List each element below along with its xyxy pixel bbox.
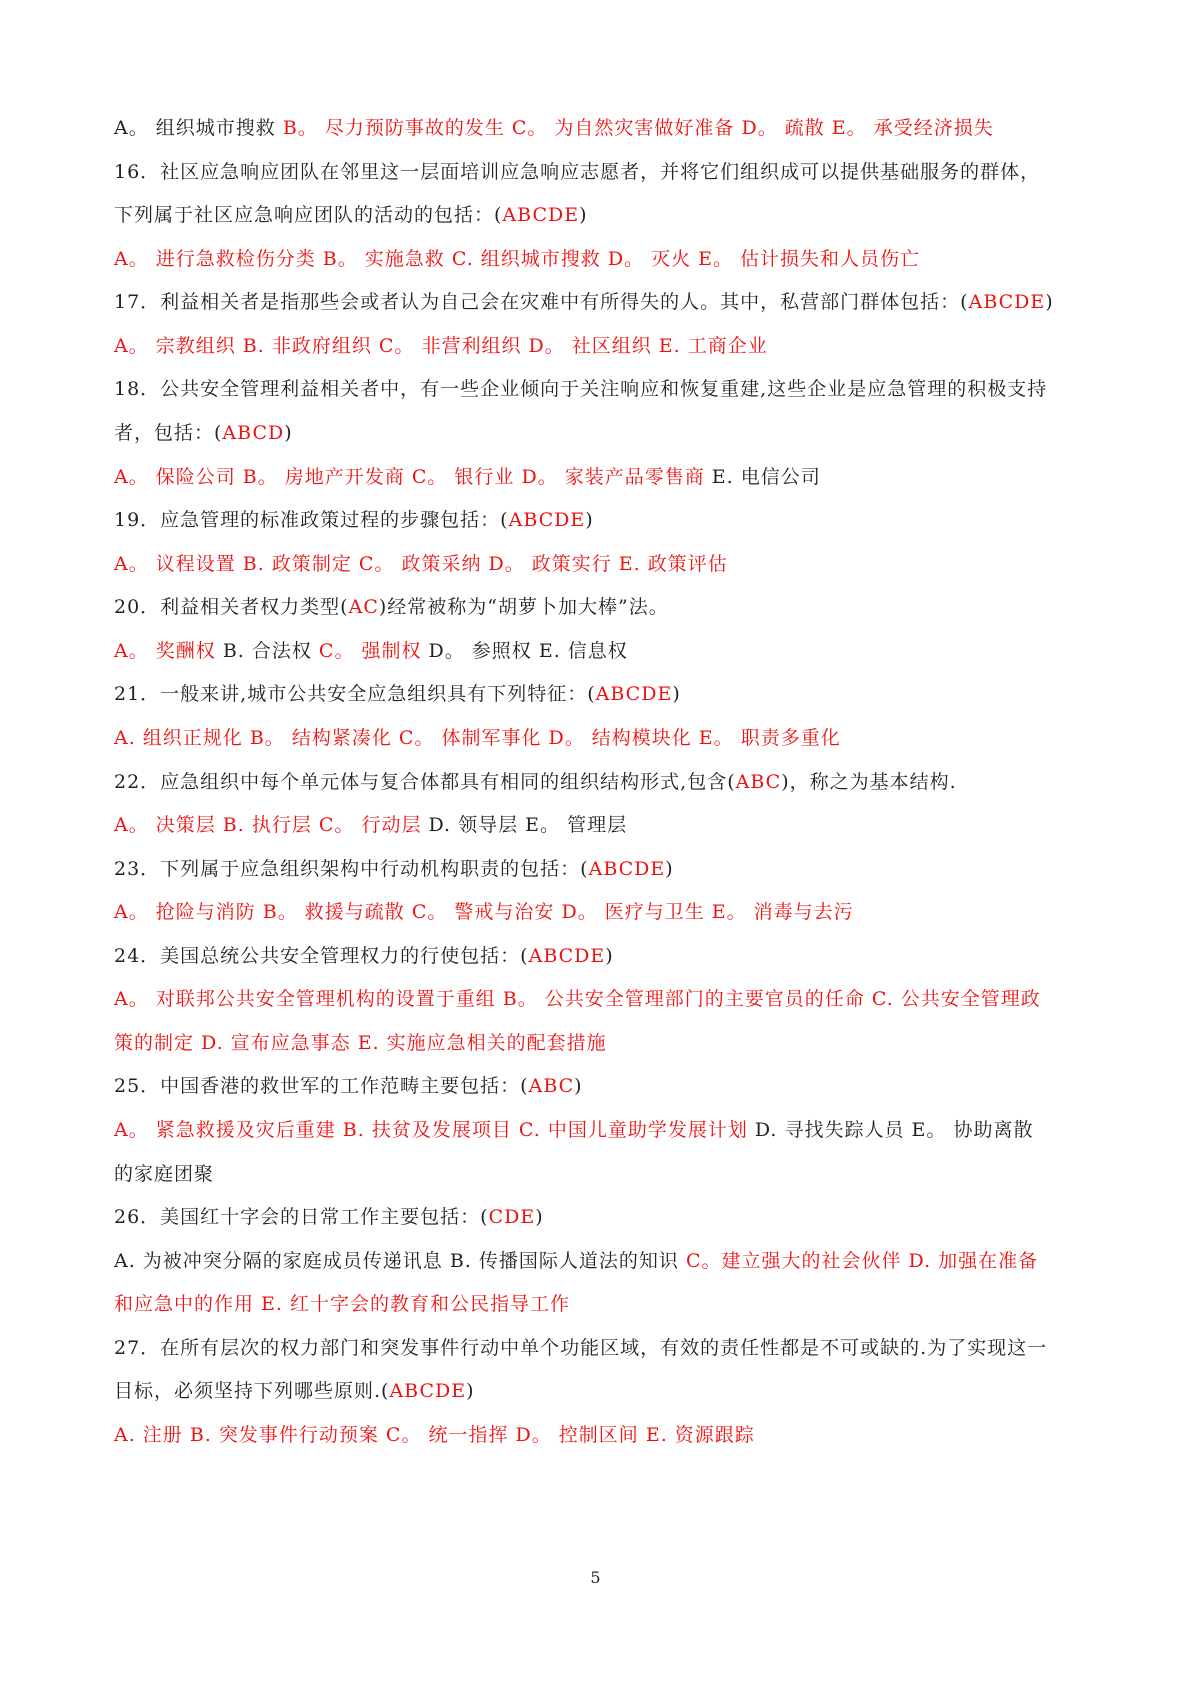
answer-text: C。建立强大的社会伙伴 D. 加强在准备 [685, 1250, 1039, 1272]
question-text: ) [1045, 291, 1054, 313]
text-line [114, 1029, 1094, 1057]
answer-text: AC [348, 596, 379, 618]
answer-text: A. 组织正规化 B。 结构紧凑化 C。 体制军事化 D。 结构模块化 E。 职责多重化 [114, 727, 841, 749]
answer-text: A. 注册 B. 突发事件行动预案 C。 统一指挥 D。 控制区间 E. 资源跟踪 [114, 1424, 755, 1446]
question-text: ) [574, 1075, 583, 1097]
answer-text: ABCDE [389, 1380, 467, 1402]
text-line [114, 942, 1094, 970]
text-line [114, 1421, 1094, 1449]
answer-text: A。 奖酬权 [114, 640, 223, 662]
question-text: 23．下列属于应急组织架构中行动机构职责的包括：( [114, 858, 589, 880]
question-text: 21．一般来讲,城市公共安全应急组织具有下列特征：( [114, 683, 596, 705]
question-text: 17．利益相关者是指那些会或者认为自己会在灾难中有所得失的人。其中，私营部门群体包括：( [114, 291, 969, 313]
text-line [114, 637, 1094, 665]
answer-text: A。 紧急救援及灾后重建 B. 扶贫及发展项目 C. 中国儿童助学发展计划 [114, 1119, 755, 1141]
answer-text: ABCDE [968, 291, 1046, 313]
answer-text: ABC [528, 1075, 575, 1097]
text-line [114, 463, 1094, 491]
answer-text: C。 强制权 [318, 640, 429, 662]
text-line [114, 1377, 1094, 1405]
question-text: ) [535, 1206, 544, 1228]
page-number: 5 [590, 1568, 601, 1587]
question-text: 26．美国红十字会的日常工作主要包括：( [114, 1206, 489, 1228]
question-text: A。 组织城市搜救 [114, 117, 283, 139]
question-text: 24．美国总统公共安全管理权力的行使包括：( [114, 945, 529, 967]
question-text: 22．应急组织中每个单元体与复合体都具有相同的组织结构形式,包含( [114, 771, 736, 793]
answer-text: 和应急中的作用 E. 红十字会的教育和公民指导工作 [114, 1293, 570, 1315]
text-line [114, 1160, 1094, 1188]
question-text: ) [585, 509, 594, 531]
text-line [114, 550, 1094, 578]
text-line [114, 1203, 1094, 1231]
text-line [114, 114, 1094, 142]
question-text: ) [665, 858, 674, 880]
answer-text: CDE [488, 1206, 536, 1228]
answer-text: B。 尽力预防事故的发生 C。 为自然灾害做好准备 D。 疏散 E。 承受经济损失 [282, 117, 994, 139]
question-text: 16．社区应急响应团队在邻里这一层面培训应急响应志愿者，并将它们组织成可以提供基础服务的群体， [114, 161, 1041, 183]
question-text: ) [579, 204, 588, 226]
answer-text: A。 保险公司 B。 房地产开发商 C。 银行业 D。 家装产品零售商 [114, 466, 712, 488]
answer-text: ABCDE [508, 509, 586, 531]
text-line [114, 506, 1094, 534]
question-text: 25．中国香港的救世军的工作范畴主要包括：( [114, 1075, 529, 1097]
question-text: ) [605, 945, 614, 967]
text-line [114, 1116, 1094, 1144]
text-line [114, 1247, 1094, 1275]
text-line [114, 288, 1094, 316]
question-text: 18．公共安全管理利益相关者中，有一些企业倾向于关注响应和恢复重建,这些企业是应急管理的积极支持 [114, 378, 1048, 400]
question-text: ) [284, 422, 293, 444]
answer-text: A。 宗教组织 B. 非政府组织 C。 非营利组织 D。 社区组织 E. 工商企业 [114, 335, 768, 357]
question-text: ) [466, 1380, 475, 1402]
text-line [114, 332, 1094, 360]
question-text: A. 为被冲突分隔的家庭成员传递讯息 B. 传播国际人道法的知识 [114, 1250, 686, 1272]
question-text: 下列属于社区应急响应团队的活动的包括：( [114, 204, 503, 226]
question-text: D. 领导层 E。 管理层 [428, 814, 628, 836]
text-line [114, 1072, 1094, 1100]
text-line [114, 419, 1094, 447]
question-text: 19．应急管理的标准政策过程的步骤包括：( [114, 509, 509, 531]
question-text: 目标，必须坚持下列哪些原则.( [114, 1380, 390, 1402]
question-text: 20．利益相关者权力类型( [114, 596, 349, 618]
text-line [114, 898, 1094, 926]
question-text: E. 电信公司 [711, 466, 821, 488]
text-line [114, 855, 1094, 883]
text-line [114, 811, 1094, 839]
text-line [114, 724, 1094, 752]
answer-text: A。 进行急救检伤分类 B。 实施急救 C. 组织城市搜救 D。 灭火 E。 估计损失和人员伤亡 [114, 248, 921, 270]
text-line [114, 158, 1094, 186]
question-text: )经常被称为“胡萝卜加大棒”法。 [378, 596, 669, 618]
text-line [114, 245, 1094, 273]
text-line [114, 985, 1094, 1013]
question-text: D. 寻找失踪人员 E。 协助离散 [754, 1119, 1034, 1141]
question-text: D。 参照权 E. 信息权 [428, 640, 628, 662]
answer-text: A。 议程设置 B. 政策制定 C。 政策采纳 D。 政策实行 E. 政策评估 [114, 553, 728, 575]
answer-text: 策的制定 D. 宣布应急事态 E. 实施应急相关的配套措施 [114, 1032, 607, 1054]
text-line [114, 375, 1094, 403]
answer-text: A。 抢险与消防 B。 救援与疏散 C。 警戒与治安 D。 医疗与卫生 E。 消毒与去污 [114, 901, 854, 923]
text-line [114, 1290, 1094, 1318]
text-line [114, 593, 1094, 621]
answer-text: ABCDE [588, 858, 666, 880]
text-line [114, 201, 1094, 229]
question-text: B. 合法权 [222, 640, 319, 662]
answer-text: A。 决策层 B. 执行层 C。 行动层 [114, 814, 429, 836]
question-text: ) [672, 683, 681, 705]
text-line [114, 768, 1094, 796]
answer-text: A。 对联邦公共安全管理机构的设置于重组 B。 公共安全管理部门的主要官员的任命 C. 公共安全管理政 [114, 988, 1041, 1010]
text-line [114, 1334, 1094, 1362]
answer-text: ABCD [222, 422, 285, 444]
question-text: 27．在所有层次的权力部门和突发事件行动中单个功能区域，有效的责任性都是不可或缺的.为了实现这一 [114, 1337, 1048, 1359]
text-line [114, 680, 1094, 708]
answer-text: ABCDE [528, 945, 606, 967]
answer-text: ABCDE [595, 683, 673, 705]
question-text: 的家庭团聚 [114, 1163, 215, 1185]
question-text: )，称之为基本结构. [781, 771, 957, 793]
answer-text: ABC [735, 771, 782, 793]
question-text: 者，包括：( [114, 422, 223, 444]
answer-text: ABCDE [502, 204, 580, 226]
